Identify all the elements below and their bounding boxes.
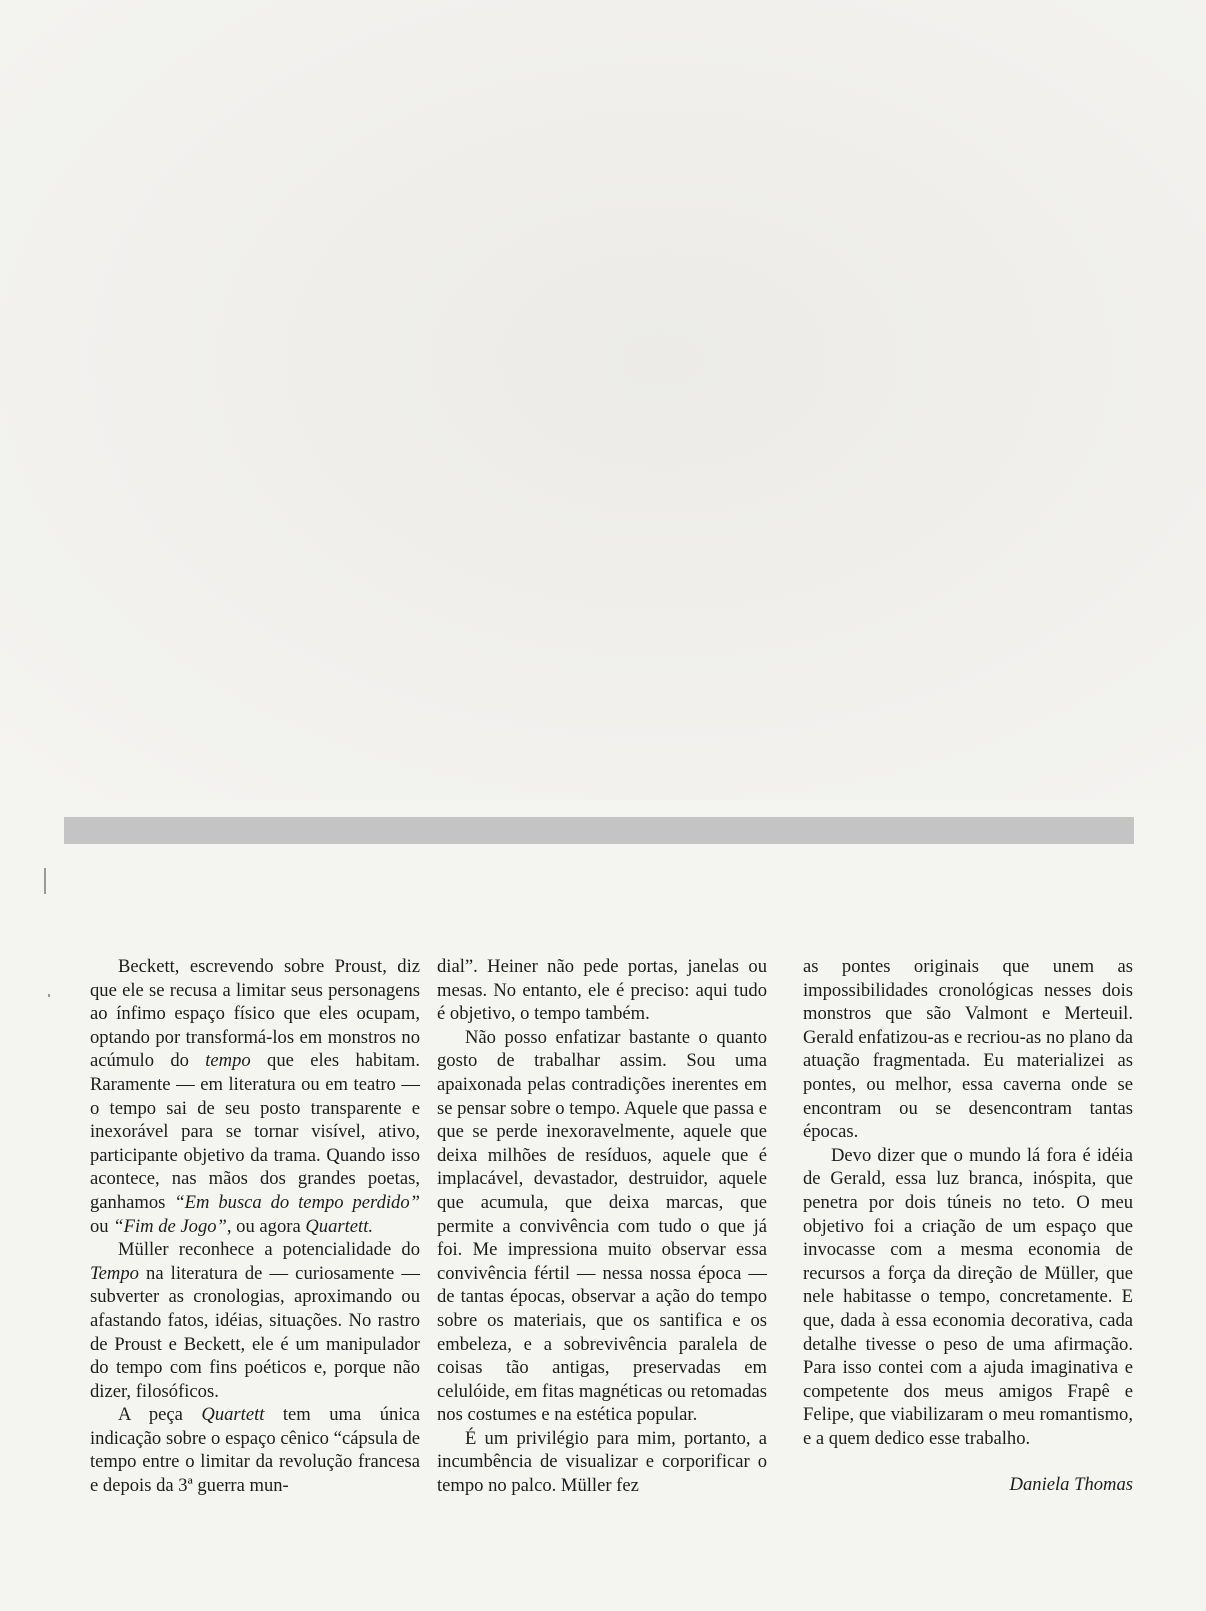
article-paragraph: A peça Quartett tem uma única indicação sobre o espaço cênico “cápsula de tempo entre o limitar da revolução francesa e depois da 3ª guerra mun-: [90, 1404, 420, 1497]
article-paragraph: Müller reconhece a potencialidade do Tempo na literatura de — curiosamente — subverter as cronologias, aproximando ou afastando fatos, idéias, situações. No rastro de Proust e Beckett, ele é um manipulador do tempo com fins poéticos e, porque não dizer, filosóficos.: [90, 1239, 420, 1402]
blank-upper-area: [0, 0, 1206, 800]
article-paragraph: É um privilégio para mim, portanto, a incumbência de visualizar e corporificar o tempo no palco. Müller fez: [437, 1427, 767, 1497]
article-column-3: [803, 955, 1133, 1450]
article-column-2: [437, 955, 767, 1498]
article-paragraph: Beckett, escrevendo sobre Proust, diz que ele se recusa a limitar seus personagens ao ínfimo espaço físico que eles ocupam, optando por transformá-los em monstros no acúmulo do tempo que eles habitam. Raramente — em literatura ou em teatro — o tempo sai de seu posto transparente e inexorável para se tornar visível, ativo, participante objetivo da trama. Quando isso acontece, nas mãos dos grandes poetas, ganhamos “Em busca do tempo perdido” ou “Fim de Jogo”, ou agora Quartett.: [90, 956, 420, 1237]
gray-divider-band: [64, 817, 1134, 844]
article-paragraph: Devo dizer que o mundo lá fora é idéia de Gerald, essa luz branca, inóspita, que penetra por dois túneis no teto. O meu objetivo foi a criação de um espaço que invocasse com a mesma economia de recursos a força da direção de Müller, que nele habitasse o tempo, concretamente. E que, dada à essa economia decorativa, cada detalhe tivesse o peso de uma afirmação. Para isso contei com a ajuda imaginativa e competente dos meus amigos Frapê e Felipe, que viabilizaram o meu romantismo, e a quem dedico esse trabalho.: [803, 1144, 1133, 1449]
article-paragraph: Não posso enfatizar bastante o quanto gosto de trabalhar assim. Sou uma apaixonada pelas contradições inerentes em se pensar sobre o tempo. Aquele que passa e que se perde inexoravelmente, aquele que deixa milhões de resíduos, aquele que é implacável, devastador, destruidor, aquele que acumula, que deixa marcas, que permite a convivência com tudo o que já foi. Me impressiona muito observar essa convivência fértil — nessa nossa época — de tantas épocas, observar a ação do tempo sobre os materiais, que os santifica e os embeleza, e a sobrevivência paralela de coisas tão antigas, preservadas em celulóide, em fitas magnéticas ou retomadas nos costumes e na estética popular.: [437, 1026, 767, 1426]
article-column-1: [90, 955, 420, 1498]
author-signature: Daniela Thomas: [1009, 1474, 1133, 1495]
article-paragraph: dial”. Heiner não pede portas, janelas ou mesas. No entanto, ele é preciso: aqui tudo é objetivo, o tempo também.: [437, 956, 767, 1025]
margin-mark: [44, 868, 46, 894]
margin-dot: [48, 994, 50, 997]
article-paragraph: as pontes originais que unem as impossibilidades cronológicas nesses dois monstros que são Valmont e Merteuil. Gerald enfatizou-as e recriou-as no plano da atuação fragmentada. Eu materializei as pontes, ou melhor, essa caverna onde se encontram ou se desencontram tantas épocas.: [803, 956, 1133, 1143]
